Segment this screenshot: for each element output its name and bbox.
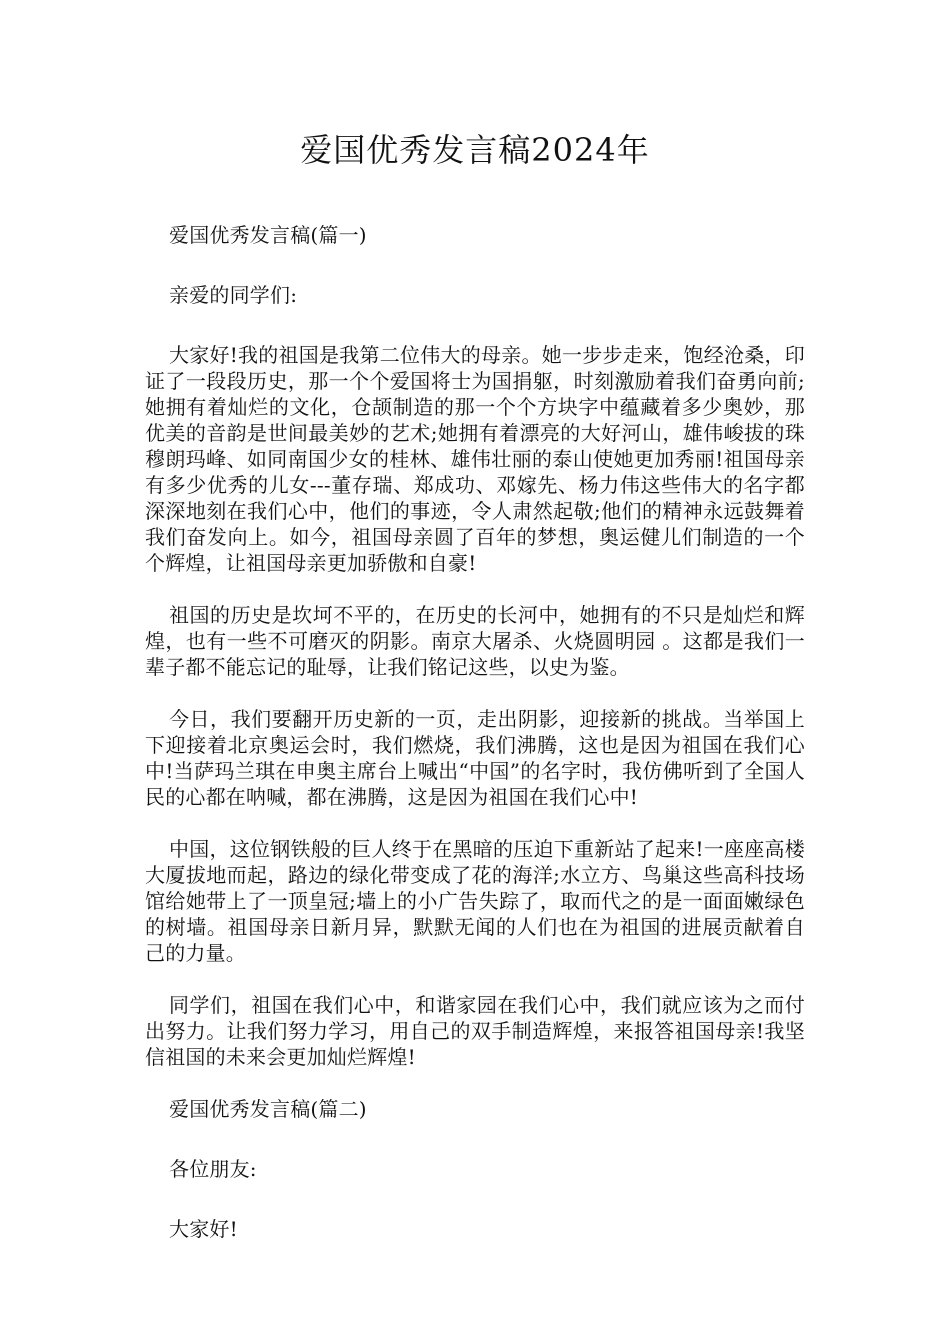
section-heading-2: 爱国优秀发言稿(篇二) (169, 1097, 367, 1121)
greeting: 大家好! (169, 1217, 238, 1241)
paragraph-5: 同学们，祖国在我们心中，和谐家园在我们心中，我们就应该为之而付出努力。让我们努力学习，用自己的双手制造辉煌，来报答祖国母亲!我坚信祖国的未来会更加灿烂辉煌! (145, 993, 805, 1069)
salutation-1: 亲爱的同学们: (169, 283, 298, 307)
paragraph-3: 今日，我们要翻开历史新的一页，走出阴影，迎接新的挑战。当举国上下迎接着北京奥运会时，我们燃烧，我们沸腾，这也是因为祖国在我们心中!当萨玛兰琪在申奥主席台上喊出“中国”的名字时，我仿佛听到了全国人民的心都在呐喊，都在沸腾，这是因为祖国在我们心中! (145, 707, 805, 809)
salutation-2: 各位朋友: (169, 1157, 257, 1181)
paragraph-4: 中国，这位钢铁般的巨人终于在黑暗的压迫下重新站了起来!一座座高楼大厦拔地而起，路边的绿化带变成了花的海洋;水立方、鸟巢这些高科技场馆给她带上了一顶皇冠;墙上的小广告失踪了，取而代之的是一面面嫩绿色的树墙。祖国母亲日新月异，默默无闻的人们也在为祖国的进展贡献着自己的力量。 (145, 837, 805, 965)
section-heading-1: 爱国优秀发言稿(篇一) (169, 223, 367, 247)
document-body (145, 222, 805, 1276)
paragraph-2: 祖国的历史是坎坷不平的，在历史的长河中，她拥有的不只是灿烂和辉煌，也有一些不可磨灭的阴影。南京大屠杀、火烧圆明园 。这都是我们一辈子都不能忘记的耻辱，让我们铭记这些，以史为鉴。 (145, 603, 805, 679)
paragraph-1: 大家好!我的祖国是我第二位伟大的母亲。她一步步走来，饱经沧桑，印证了一段段历史，那一个个爱国将士为国捐躯，时刻激励着我们奋勇向前;她拥有着灿烂的文化，仓颉制造的那一个个方块字中蕴藏着多少奥妙，那优美的音韵是世间最美妙的艺术;她拥有着漂亮的大好河山，雄伟峻拔的珠穆朗玛峰、如同南国少女的桂林、雄伟壮丽的泰山使她更加秀丽!祖国母亲有多少优秀的儿女---董存瑞、郑成功、邓嫁先、杨力伟这些伟大的名字都深深地刻在我们心中，他们的事迹，令人肃然起敬;他们的精神永远鼓舞着我们奋发向上。如今，祖国母亲圆了百年的梦想，奥运健儿们制造的一个个辉煌，让祖国母亲更加骄傲和自豪! (145, 343, 805, 575)
document-title: 爱国优秀发言稿2024年 (300, 131, 650, 169)
